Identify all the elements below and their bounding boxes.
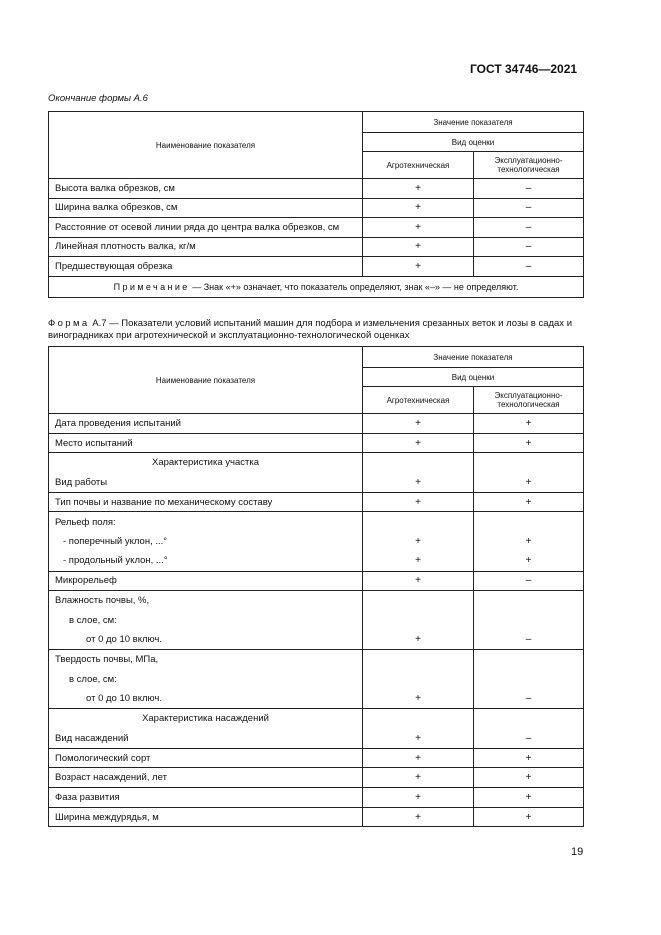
row-name: Возраст насаждений, лет	[49, 768, 363, 788]
row-agro: +	[363, 532, 474, 552]
row-agro: +	[363, 807, 474, 827]
table-form-a7	[48, 346, 584, 827]
note-label: Примечание	[113, 281, 190, 292]
section-heading: Характеристика насаждений	[49, 709, 363, 729]
row-agro: +	[363, 729, 474, 749]
section-heading-row	[49, 709, 584, 729]
table-row	[49, 237, 584, 257]
row-name: в слое, см:	[49, 669, 363, 689]
row-expl: +	[474, 551, 584, 571]
caption-text: А.7 — Показатели условий испытаний машин для подбора и измельчения срезанных веток и лозы в садах и виноградниках при агротехнической и эксплуатационно-технологической оценках	[48, 318, 573, 341]
row-expl: –	[474, 630, 584, 650]
row-name: Микрорельеф	[49, 571, 363, 591]
section-heading-row	[49, 453, 584, 473]
row-agro: +	[363, 414, 474, 434]
row-agro: +	[363, 630, 474, 650]
row-expl: +	[474, 433, 584, 453]
row-agro	[363, 669, 474, 689]
row-agro: +	[363, 237, 474, 257]
row-name: - поперечный уклон, ...°	[49, 532, 363, 552]
row-expl	[474, 709, 584, 729]
table-row	[49, 512, 584, 532]
table-row	[49, 788, 584, 808]
row-agro	[363, 610, 474, 630]
section-heading: Характеристика участка	[49, 453, 363, 473]
row-agro	[363, 512, 474, 532]
table-row	[49, 591, 584, 611]
row-agro: +	[363, 689, 474, 709]
row-name: Помологический сорт	[49, 748, 363, 768]
row-agro: +	[363, 179, 474, 199]
row-agro: +	[363, 492, 474, 512]
row-name: Ширина междурядья, м	[49, 807, 363, 827]
row-name: Тип почвы и название по механическому составу	[49, 492, 363, 512]
row-name: Вид работы	[49, 473, 363, 493]
row-expl: –	[474, 257, 584, 277]
row-name: Высота валка обрезков, см	[49, 179, 363, 199]
row-expl: +	[474, 492, 584, 512]
table-row	[49, 492, 584, 512]
row-expl	[474, 610, 584, 630]
row-agro: +	[363, 257, 474, 277]
standard-header: ГОСТ 34746—2021	[470, 62, 578, 76]
row-agro	[363, 453, 474, 473]
table-row	[49, 748, 584, 768]
row-name: в слое, см:	[49, 610, 363, 630]
row-expl: +	[474, 414, 584, 434]
table-row	[49, 414, 584, 434]
row-expl: +	[474, 788, 584, 808]
col-header-value: Значение показателя	[363, 112, 584, 133]
row-agro: +	[363, 551, 474, 571]
row-agro: +	[363, 198, 474, 218]
row-name: Линейная плотность валка, кг/м	[49, 237, 363, 257]
row-expl	[474, 512, 584, 532]
row-expl: +	[474, 532, 584, 552]
row-expl	[474, 453, 584, 473]
row-name: Предшествующая обрезка	[49, 257, 363, 277]
row-agro: +	[363, 218, 474, 238]
table-row	[49, 532, 584, 552]
row-name: Дата проведения испытаний	[49, 414, 363, 434]
col-header-agro: Агротехническая	[363, 152, 474, 179]
row-name: Место испытаний	[49, 433, 363, 453]
col-header-expl: Эксплуатационно-технологическая	[474, 152, 584, 179]
row-agro: +	[363, 433, 474, 453]
table-row	[49, 768, 584, 788]
col-header-value: Значение показателя	[363, 347, 584, 368]
row-agro: +	[363, 571, 474, 591]
row-expl: –	[474, 237, 584, 257]
row-expl: –	[474, 729, 584, 749]
row-name: Рельеф поля:	[49, 512, 363, 532]
table-row	[49, 179, 584, 199]
row-expl: +	[474, 807, 584, 827]
row-name: Влажность почвы, %,	[49, 591, 363, 611]
row-expl	[474, 650, 584, 670]
row-agro	[363, 591, 474, 611]
table-row	[49, 807, 584, 827]
table-row	[49, 433, 584, 453]
caption-label: Форма	[48, 318, 90, 329]
table-row	[49, 610, 584, 630]
row-expl: –	[474, 179, 584, 199]
row-agro: +	[363, 473, 474, 493]
row-expl	[474, 669, 584, 689]
table-row	[49, 689, 584, 709]
row-expl: +	[474, 473, 584, 493]
row-agro: +	[363, 788, 474, 808]
row-name: Вид насаждений	[49, 729, 363, 749]
row-expl: –	[474, 198, 584, 218]
table2-caption	[48, 318, 583, 341]
table-row	[49, 650, 584, 670]
col-header-name: Наименование показателя	[49, 112, 363, 179]
table-row	[49, 669, 584, 689]
row-agro	[363, 650, 474, 670]
table-row	[49, 218, 584, 238]
row-expl: –	[474, 218, 584, 238]
table-form-a6	[48, 111, 584, 298]
row-agro: +	[363, 748, 474, 768]
table-row	[49, 257, 584, 277]
row-expl: +	[474, 768, 584, 788]
row-name: Ширина валка обрезков, см	[49, 198, 363, 218]
row-name: Фаза развития	[49, 788, 363, 808]
row-name: Твердость почвы, МПа,	[49, 650, 363, 670]
col-header-agro: Агротехническая	[363, 387, 474, 414]
table-row	[49, 630, 584, 650]
col-header-expl: Эксплуатационно-технологическая	[474, 387, 584, 414]
row-agro	[363, 709, 474, 729]
table-note	[49, 276, 584, 297]
table-row	[49, 198, 584, 218]
col-header-assessment: Вид оценки	[363, 133, 584, 152]
row-agro: +	[363, 768, 474, 788]
page-number: 19	[571, 846, 584, 858]
table-row	[49, 551, 584, 571]
col-header-assessment: Вид оценки	[363, 368, 584, 387]
row-name: - продольный уклон, ...°	[49, 551, 363, 571]
row-expl	[474, 591, 584, 611]
table1-caption: Окончание формы А.6	[48, 93, 148, 104]
row-name: от 0 до 10 включ.	[49, 630, 363, 650]
row-expl: –	[474, 571, 584, 591]
table-row	[49, 729, 584, 749]
table-row	[49, 473, 584, 493]
row-name: Расстояние от осевой линии ряда до центра валка обрезков, см	[49, 218, 363, 238]
row-expl: +	[474, 748, 584, 768]
note-text: — Знак «+» означает, что показатель определяют, знак «–» — не определяют.	[189, 281, 519, 292]
row-name: от 0 до 10 включ.	[49, 689, 363, 709]
col-header-name: Наименование показателя	[49, 347, 363, 414]
table-row	[49, 571, 584, 591]
row-expl: –	[474, 689, 584, 709]
